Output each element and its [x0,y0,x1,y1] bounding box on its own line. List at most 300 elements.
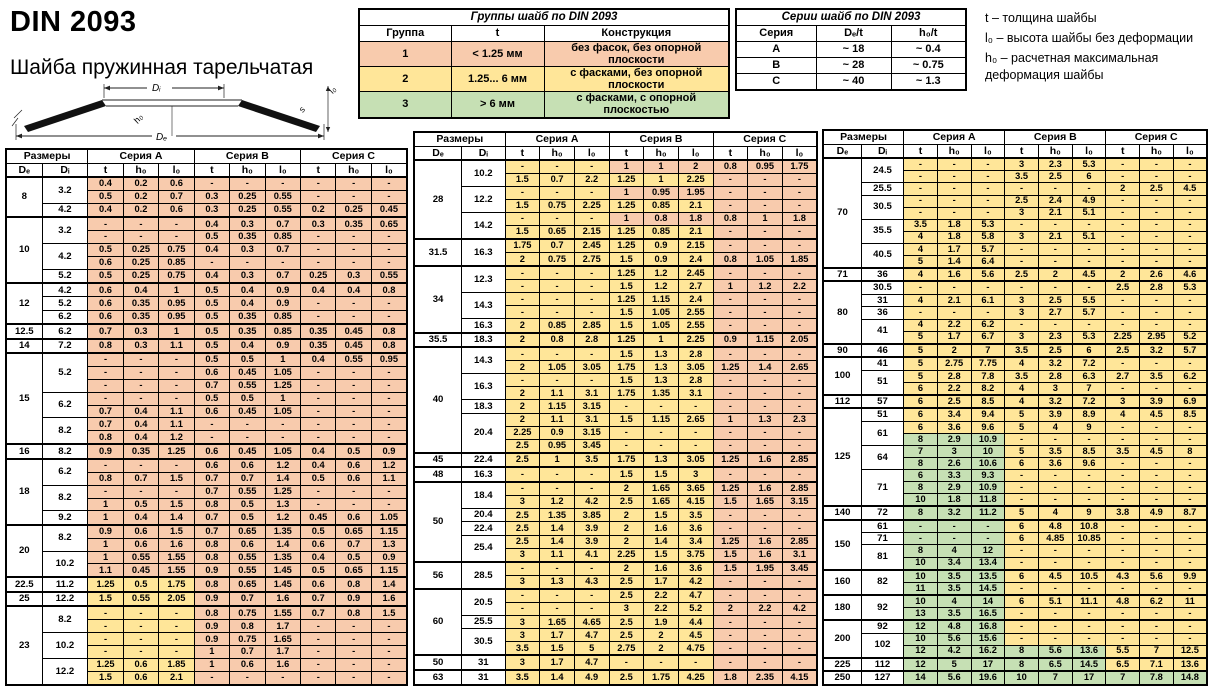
series-group-header: Серия C [713,132,817,146]
value-cell: - [1005,607,1039,620]
value-cell: 1 [609,213,644,226]
value-cell: 1.6 [748,453,783,468]
value-cell: 0.85 [644,200,679,213]
value-cell: 1 [713,413,748,426]
value-cell: - [971,533,1005,545]
de-cell: 160 [823,570,861,595]
value-cell: 1.75 [505,239,540,253]
value-cell: - [159,606,194,619]
value-cell: 1.3 [540,575,575,589]
value-cell: 1.25 [609,174,644,187]
value-cell: 5 [904,344,938,358]
table-row [6,269,407,283]
value-cell: 1.1 [88,564,123,577]
value-cell: 0.5 [301,564,336,577]
column-header: h₀ [336,163,371,177]
value-cell: - [301,671,336,685]
value-cell: - [540,187,575,200]
di-cell: 6.2 [42,392,88,418]
value-cell: - [1173,520,1207,533]
table-row [414,374,817,387]
value-cell: 7 [971,344,1005,358]
value-cell: - [336,392,371,405]
value-cell: 0.8 [336,606,371,619]
di-cell: 20.4 [462,508,506,521]
size-table-medium [413,131,818,686]
value-cell: 1.8 [678,213,713,226]
value-cell: 2.4 [678,293,713,306]
table-row [6,511,407,525]
value-cell: - [937,207,971,219]
di-cell: 16.3 [462,319,506,333]
value-cell: - [782,374,817,387]
series-group-header: Серия B [609,132,713,146]
column-header: t [904,144,938,158]
value-cell: 0.75 [230,633,265,646]
di-cell: 41 [861,357,903,370]
value-cell: 0.6 [230,658,265,671]
value-cell: - [1005,243,1039,255]
value-cell: - [1106,582,1140,595]
di-cell: 57 [861,395,903,409]
value-cell: - [123,379,158,392]
value-cell: 6 [904,395,938,409]
value-cell: - [159,620,194,633]
value-cell: 4.3 [574,575,609,589]
value-cell: 2.2 [782,280,817,293]
value-cell: 1.8 [782,213,817,226]
value-cell: 1.25 [713,453,748,468]
di-cell: 16.3 [462,239,506,266]
value-cell: 2 [1106,268,1140,282]
column-header: t [88,163,123,177]
value-cell: 0.55 [230,485,265,498]
value-cell: 2.7 [678,280,713,293]
value-cell: - [574,562,609,576]
value-cell: - [1072,319,1106,331]
di-cell: 36 [861,307,903,319]
value-cell: 1 [88,498,123,511]
value-cell: 6 [904,421,938,433]
ratio-cell: ~ 18 [816,42,891,58]
value-cell: 2.3 [782,413,817,426]
value-cell: - [505,467,540,482]
value-cell: 9.9 [1173,570,1207,583]
value-cell: 1.65 [540,615,575,628]
de-cell: 50 [414,655,462,670]
value-cell: - [782,266,817,280]
value-cell: 4.5 [1140,445,1174,457]
value-cell: - [505,603,540,616]
table-row [6,592,407,606]
value-cell: 0.6 [88,283,123,297]
value-cell: 10.8 [1072,520,1106,533]
value-cell: 2 [505,253,540,267]
di-cell: 30.5 [861,281,903,294]
di-cell: 14.2 [462,213,506,240]
construction-cell: без фасок, без опорной плоскости [544,42,729,67]
value-cell: 1.05 [371,511,407,525]
value-cell: 13.4 [971,557,1005,570]
table-row [736,58,966,74]
series-name-cell: A [736,42,816,58]
value-cell: - [1173,219,1207,231]
di-cell: 25.4 [462,535,506,562]
table-row [414,239,817,253]
value-cell: - [505,562,540,576]
de-cell: 8 [6,177,42,217]
value-cell: 0.7 [301,606,336,619]
value-cell: - [371,190,407,203]
de-cell: 14 [6,339,42,353]
value-cell: 10 [971,445,1005,457]
value-cell: 10 [904,557,938,570]
value-cell: - [1005,582,1039,595]
value-cell: 2.9 [937,433,971,445]
value-cell: 0.85 [644,225,679,239]
legend-item-h0: h₀ – расчетная максимальная деформация шайбы [985,50,1159,83]
value-cell: 2.5 [1005,268,1039,282]
value-cell: 2.5 [609,575,644,589]
value-cell: 0.4 [230,297,265,310]
value-cell: 1.7 [540,655,575,670]
value-cell: 14.5 [1072,658,1106,672]
value-cell: - [713,589,748,603]
table-row [823,570,1207,583]
value-cell: 0.4 [194,244,229,257]
value-cell: - [194,431,229,444]
value-cell: - [782,225,817,239]
di-cell: 30.5 [462,629,506,656]
diagram-de-label: Dₑ [156,132,168,143]
value-cell: - [336,231,371,244]
value-cell: 0.6 [194,444,229,458]
value-cell: 0.2 [301,203,336,217]
column-header: l₀ [159,163,194,177]
value-cell: 1.4 [540,535,575,548]
value-cell: 5 [904,370,938,382]
value-cell: 6 [1005,520,1039,533]
value-cell: - [301,177,336,190]
value-cell: 3.6 [678,562,713,576]
value-cell: - [1106,307,1140,319]
value-cell: - [505,187,540,200]
value-cell: 4 [904,243,938,255]
di-cell: 112 [861,658,903,672]
groups-col-header: t [451,26,544,42]
de-cell: 12 [6,283,42,324]
di-cell: 61 [861,520,903,533]
value-cell: - [1173,357,1207,370]
value-cell: 3.9 [1038,408,1072,421]
value-cell: - [937,520,971,533]
table-row [414,508,817,521]
value-cell: 1.2 [371,459,407,472]
value-cell: 2.25 [678,333,713,348]
value-cell: 5.2 [1173,331,1207,344]
table-row [823,633,1207,645]
value-cell: 2.4 [1038,195,1072,207]
value-cell: 2.5 [1140,183,1174,195]
value-cell: - [782,347,817,361]
value-cell: 1.6 [265,592,300,606]
value-cell: - [505,347,540,361]
value-cell: - [574,374,609,387]
value-cell: - [1106,469,1140,481]
value-cell: - [159,392,194,405]
value-cell: - [371,367,407,380]
table-row [6,297,407,310]
value-cell: - [782,522,817,535]
value-cell: 0.8 [230,620,265,633]
value-cell: 0.6 [88,256,123,269]
value-cell: 3 [505,548,540,562]
series-table-title: Серии шайб по DIN 2093 [736,9,966,26]
value-cell: 1 [194,658,229,671]
value-cell: 5.7 [1072,307,1106,319]
value-cell: - [336,658,371,671]
value-cell: - [336,297,371,310]
groups-table [358,8,730,119]
value-cell: - [88,633,123,646]
value-cell: 0.7 [194,485,229,498]
de-cell: 60 [414,589,462,655]
value-cell: - [678,400,713,413]
di-cell: 12.2 [462,187,506,213]
value-cell: - [301,418,336,431]
value-cell: - [574,347,609,361]
value-cell: 2.05 [782,333,817,348]
value-cell: 8.7 [1173,506,1207,520]
value-cell: - [1038,319,1072,331]
value-cell: - [904,158,938,171]
value-cell: 2 [505,387,540,400]
de-cell: 125 [823,408,861,506]
value-cell: 1 [159,324,194,338]
value-cell: 2.5 [505,453,540,468]
value-cell: 5.1 [1072,207,1106,219]
table-row [823,219,1207,231]
value-cell: 1.5 [159,472,194,485]
value-cell: 0.3 [194,203,229,217]
value-cell: - [1106,433,1140,445]
value-cell: 2.1 [159,671,194,685]
value-cell: 0.75 [230,606,265,619]
value-cell: 1 [644,174,679,187]
value-cell: - [301,646,336,659]
value-cell: - [336,485,371,498]
value-cell: 0.4 [230,339,265,353]
table-row [736,42,966,58]
value-cell: 1 [748,213,783,226]
value-cell: 0.4 [194,217,229,230]
value-cell: 0.55 [230,379,265,392]
value-cell: 2.1 [678,225,713,239]
value-cell: 1 [88,511,123,525]
series-col-header: h₀/t [891,26,966,42]
value-cell: - [782,293,817,306]
table-row [823,408,1207,421]
value-cell: 1.75 [609,387,644,400]
value-cell: 1 [644,160,679,174]
value-cell: - [1072,545,1106,557]
value-cell: 1.25 [88,577,123,591]
table-row [359,92,729,118]
column-header: Dᵢ [861,144,903,158]
value-cell: - [937,307,971,319]
value-cell: 2.85 [782,535,817,548]
value-cell: - [1005,620,1039,633]
di-cell: 20.4 [462,413,506,453]
value-cell: 10 [904,595,938,608]
value-cell: 0.8 [88,472,123,485]
value-cell: 4.15 [678,496,713,509]
value-cell: 10 [904,633,938,645]
value-cell: 2.8 [574,333,609,348]
value-cell: 0.6 [88,310,123,324]
value-cell: 5 [1005,408,1039,421]
value-cell: 4.85 [1038,533,1072,545]
value-cell: 8.5 [1173,408,1207,421]
value-cell: 0.4 [123,405,158,418]
value-cell: 6 [1005,570,1039,583]
value-cell: - [1106,557,1140,570]
value-cell: 1.15 [748,333,783,348]
value-cell: - [748,347,783,361]
value-cell: - [1140,171,1174,183]
value-cell: 0.7 [230,592,265,606]
value-cell: - [371,633,407,646]
value-cell: - [371,297,407,310]
diagram-s-label: s [296,104,308,115]
series-group-header: Серия A [904,130,1005,144]
value-cell: 3 [505,629,540,642]
value-cell: - [1038,183,1072,195]
value-cell: - [88,392,123,405]
value-cell: 6.2 [1140,595,1174,608]
value-cell: 1.3 [265,498,300,511]
value-cell: 4.8 [937,620,971,633]
table-row [823,268,1207,282]
value-cell: 0.8 [713,160,748,174]
value-cell: 1.75 [609,361,644,374]
value-cell: 7 [904,445,938,457]
value-cell: 12.5 [1173,645,1207,658]
value-cell: 0.5 [194,283,229,297]
value-cell: 3.1 [782,548,817,562]
value-cell: 4.65 [574,615,609,628]
value-cell: 1.1 [159,418,194,431]
value-cell: 0.6 [230,459,265,472]
table-row [823,395,1207,409]
de-cell: 90 [823,344,861,358]
value-cell: - [540,482,575,496]
value-cell: 1.5 [609,467,644,482]
value-cell: 10 [904,570,938,583]
table-row [6,310,407,324]
value-cell: 6.3 [1072,370,1106,382]
value-cell: - [1173,294,1207,306]
di-cell: 10.2 [462,160,506,187]
value-cell: 1.65 [748,496,783,509]
value-cell: 0.75 [159,269,194,283]
diagram-h0-label: h₀ [131,112,145,126]
value-cell: 2.15 [574,225,609,239]
value-cell: 1 [88,551,123,564]
value-cell: 4 [904,268,938,282]
value-cell: 0.7 [230,646,265,659]
value-cell: - [123,367,158,380]
de-cell: 200 [823,620,861,658]
value-cell: 0.35 [301,339,336,353]
value-cell: 5.5 [1072,294,1106,306]
value-cell: 7.2 [1072,395,1106,409]
value-cell: - [371,658,407,671]
value-cell: 8.2 [971,382,1005,395]
value-cell: 3 [1106,395,1140,409]
value-cell: - [230,431,265,444]
value-cell: 1.2 [540,496,575,509]
di-cell: 61 [861,421,903,445]
value-cell: - [1005,557,1039,570]
value-cell: - [713,467,748,482]
value-cell: - [782,467,817,482]
value-cell: - [371,379,407,392]
de-cell: 28 [414,160,462,239]
table-row [6,217,407,230]
value-cell: 1.5 [371,606,407,619]
value-cell: 0.75 [540,200,575,213]
value-cell: - [230,256,265,269]
value-cell: - [748,387,783,400]
value-cell: - [159,217,194,230]
value-cell: 0.8 [371,324,407,338]
value-cell: 1.8 [937,219,971,231]
group-number-cell: 3 [359,92,451,118]
value-cell: 3.2 [937,506,971,520]
value-cell: 0.4 [123,418,158,431]
value-cell: 0.65 [230,525,265,538]
value-cell: 0.9 [336,592,371,606]
value-cell: 9.6 [1072,457,1106,469]
value-cell: - [904,533,938,545]
value-cell: 0.55 [265,203,300,217]
value-cell: 3.2 [1140,344,1174,358]
value-cell: - [748,319,783,333]
value-cell: 8 [1005,658,1039,672]
table-row [823,520,1207,533]
value-cell: - [713,426,748,439]
table-row [414,293,817,306]
value-cell: 1.5 [88,592,123,606]
value-cell: 0.55 [371,269,407,283]
value-cell: 3.15 [574,400,609,413]
value-cell: 1.05 [265,367,300,380]
table-row [823,195,1207,207]
value-cell: 0.4 [336,283,371,297]
value-cell: 3 [1005,307,1039,319]
di-cell: 51 [861,370,903,395]
table-row [6,418,407,431]
value-cell: - [748,266,783,280]
value-cell: - [371,620,407,633]
value-cell: 5.6 [937,633,971,645]
value-cell: 5.2 [678,603,713,616]
value-cell: 0.6 [123,671,158,685]
value-cell: - [748,426,783,439]
value-cell: - [159,459,194,472]
value-cell: 1.4 [540,670,575,685]
